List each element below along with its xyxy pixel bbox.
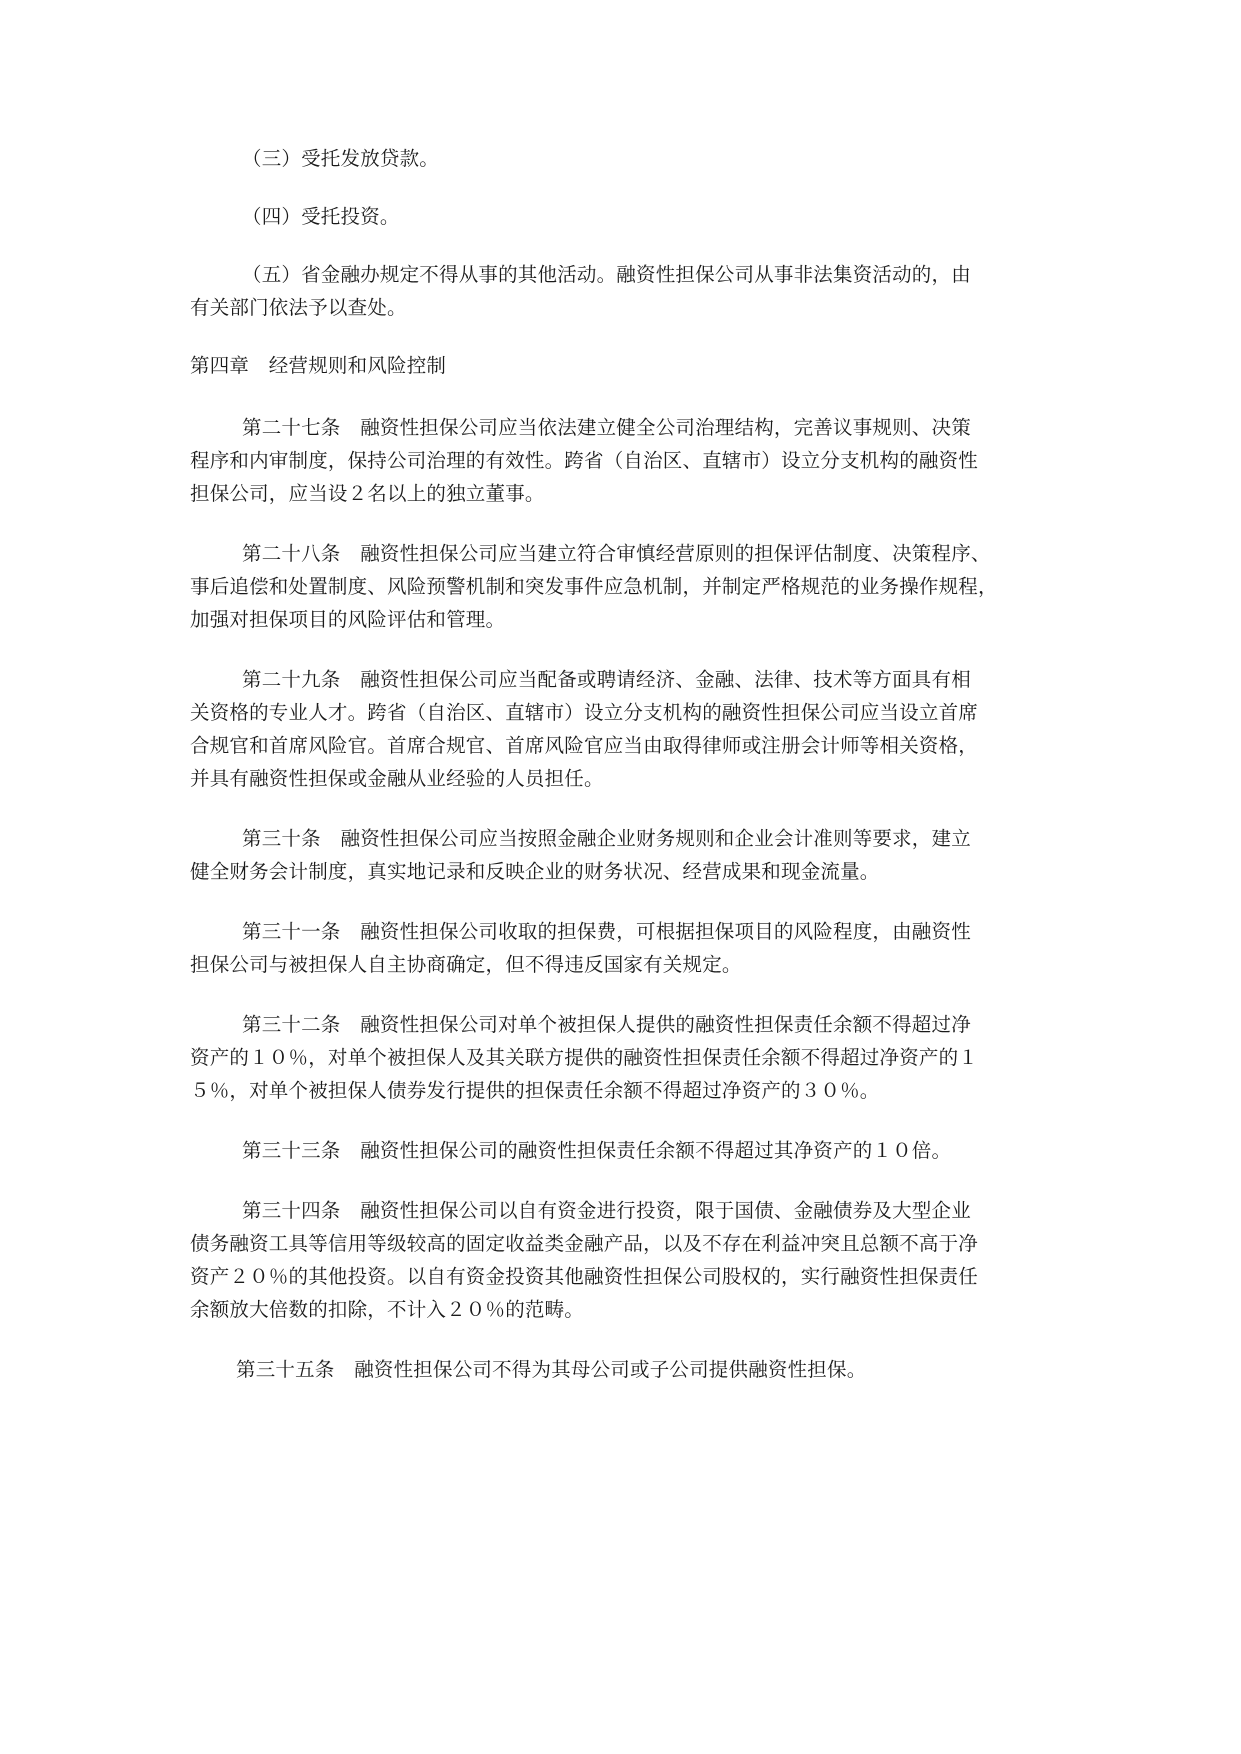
article-32-line-1: 第三十二条 融资性担保公司对单个被担保人提供的融资性担保责任余额不得超过净	[242, 1013, 971, 1036]
article-29-line-3: 合规官和首席风险官。首席合规官、首席风险官应当由取得律师或注册会计师等相关资格，	[190, 734, 979, 757]
article-34-line-3: 资产２０％的其他投资。以自有资金投资其他融资性担保公司股权的，实行融资性担保责任	[190, 1265, 979, 1288]
article-32-line-3: ５％，对单个被担保人债券发行提供的担保责任余额不得超过净资产的３０％。	[190, 1079, 880, 1102]
article-29-line-1: 第二十九条 融资性担保公司应当配备或聘请经济、金融、法律、技术等方面具有相	[242, 668, 971, 691]
chapter-heading: 第四章 经营规则和风险控制	[190, 354, 447, 377]
article-31-line-2: 担保公司与被担保人自主协商确定，但不得违反国家有关规定。	[190, 953, 742, 976]
article-28-line-2: 事后追偿和处置制度、风险预警机制和突发事件应急机制，并制定严格规范的业务操作规程，	[190, 575, 998, 598]
article-31-line-1: 第三十一条 融资性担保公司收取的担保费，可根据担保项目的风险程度，由融资性	[242, 920, 971, 943]
item-4: （四）受托投资。	[242, 205, 400, 228]
article-33-line-1: 第三十三条 融资性担保公司的融资性担保责任余额不得超过其净资产的１０倍。	[242, 1139, 952, 1162]
article-34-line-1: 第三十四条 融资性担保公司以自有资金进行投资，限于国债、金融债券及大型企业	[242, 1199, 971, 1222]
article-34-line-2: 债务融资工具等信用等级较高的固定收益类金融产品，以及不存在利益冲突且总额不高于净	[190, 1232, 979, 1255]
article-27-line-1: 第二十七条 融资性担保公司应当依法建立健全公司治理结构，完善议事规则、决策	[242, 416, 971, 439]
article-27-line-2: 程序和内审制度，保持公司治理的有效性。跨省（自治区、直辖市）设立分支机构的融资性	[190, 449, 979, 472]
item-5-line-2: 有关部门依法予以查处。	[190, 296, 407, 319]
article-30-line-1: 第三十条 融资性担保公司应当按照金融企业财务规则和企业会计准则等要求，建立	[242, 827, 971, 850]
article-29-line-4: 并具有融资性担保或金融从业经验的人员担任。	[190, 767, 604, 790]
article-35-line-1: 第三十五条 融资性担保公司不得为其母公司或子公司提供融资性担保。	[236, 1358, 867, 1381]
article-28-line-3: 加强对担保项目的风险评估和管理。	[190, 608, 506, 631]
article-29-line-2: 关资格的专业人才。跨省（自治区、直辖市）设立分支机构的融资性担保公司应当设立首席	[190, 701, 979, 724]
item-5-line-1: （五）省金融办规定不得从事的其他活动。融资性担保公司从事非法集资活动的，由	[242, 263, 971, 286]
article-27-line-3: 担保公司，应当设２名以上的独立董事。	[190, 482, 545, 505]
item-3: （三）受托发放贷款。	[242, 147, 440, 170]
article-28-line-1: 第二十八条 融资性担保公司应当建立符合审慎经营原则的担保评估制度、决策程序、	[242, 542, 991, 565]
article-32-line-2: 资产的１０％，对单个被担保人及其关联方提供的融资性担保责任余额不得超过净资产的１	[190, 1046, 979, 1069]
article-30-line-2: 健全财务会计制度，真实地记录和反映企业的财务状况、经营成果和现金流量。	[190, 860, 880, 883]
article-34-line-4: 余额放大倍数的扣除，不计入２０％的范畴。	[190, 1298, 585, 1321]
